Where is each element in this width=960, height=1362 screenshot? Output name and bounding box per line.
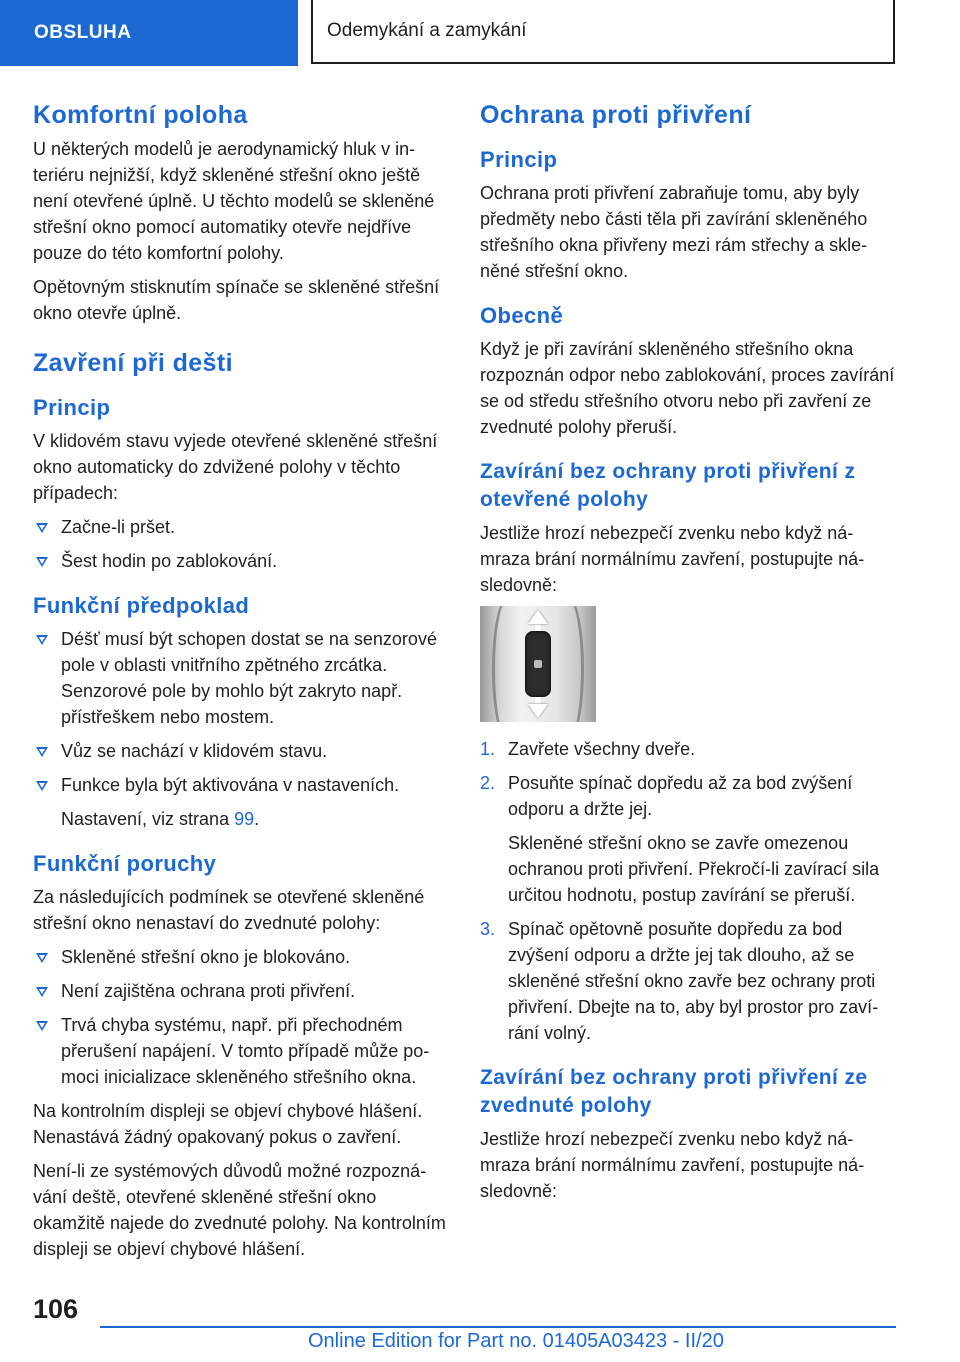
bullet-list [33,944,447,1090]
list-item: Začne-li pršet. [33,514,447,540]
heading-zavreni: Zavření při dešti [33,349,233,377]
chapter-title: Odemykání a zamykání [311,0,895,64]
step-item: 2. Posuňte spínač dopředu až za bod zvýšení odporu a držte jej. Skleněné střešní okno se zavře omezenou ochranou proti přivření. Překročí-li zavírací sila určitou hodnotu, postup zavírání se přeruší. [480,770,896,908]
bullet-list [33,514,447,574]
list-item: Trvá chyba systému, např. při přechodném přerušení napájení. V tomto případě může pomoci inicializace skleněného střešního okna. [33,1012,447,1090]
subheading-poruchy: Funkční poruchy [33,851,217,876]
step-item: 1. Zavřete všechny dveře. [480,739,696,759]
triangle-bullet-icon [36,557,48,567]
paragraph: V klidovém stavu vyjede otevřené skleněné střešní okno automaticky do zdvižené polohy v těchto případech: [33,431,438,503]
paragraph: Jestliže hrozí nebezpečí zvenku nebo když námraza brání normálnímu zavření, postupujte následovně: [480,1129,865,1201]
paragraph: Opětovným stisknutím spínače se skleněné střešní okno otevře úplně. [33,277,440,323]
paragraph: Ochrana proti přivření zabraňuje tomu, aby byly předměty nebo části těla při zavírání skleněného střešního okna přivřeny mezi rám střechy a skleněné střešní okno. [480,183,868,281]
right-column [480,100,896,1212]
settings-note: Nastavení, viz strana 99. [61,809,260,829]
bullet-list [33,626,447,832]
subheading-princip: Princip [33,395,111,420]
page-link[interactable]: 99 [234,809,255,829]
triangle-bullet-icon [36,781,48,791]
step-note: Skleněné střešní okno se zavře omezenou ochranou proti přivření. Překročí-li zavírací sila určitou hodnotu, postup zavírání se přeruší. [508,833,880,905]
step-item: 3. Spínač opětovně posuňte dopředu za bod zvýšení odporu a držte jej tak dlouho, až se skleněné střešní okno zavře bez ochrany proti přivření. Dbejte na to, aby byl prostor pro zavírání volný. [480,919,879,1043]
arrow-down-icon [528,704,548,718]
paragraph: Na kontrolním displeji se objeví chybové hlášení. Nenastává žádný opakovaný pokus o zavření. [33,1101,423,1147]
page-header [0,0,960,66]
left-column [33,100,447,1270]
subheading-obecne: Obecně [480,303,564,328]
triangle-bullet-icon [36,953,48,963]
triangle-bullet-icon [36,747,48,757]
heading-ochrana: Ochrana proti přivření [480,101,752,129]
paragraph: Jestliže hrozí nebezpečí zvenku nebo když námraza brání normálnímu zavření, postupujte následovně: [480,523,865,595]
subheading-bez-ochrany-otevrena: Zavírání bez ochrany proti přivření z otevřené polohy [480,460,856,511]
list-item: Déšť musí být schopen dostat se na senzorové pole v oblasti vnitřního zpětného zrcátka. Senzorové pole by mohlo být zakryto např. přístřeškem nebo mostem. [33,626,447,730]
triangle-bullet-icon [36,987,48,997]
subheading-predpoklad: Funkční předpoklad [33,593,250,618]
roof-switch-illustration [480,606,596,722]
footer-divider [100,1326,896,1328]
list-item: Vůz se nachází v klidovém stavu. [33,738,447,764]
numbered-steps [480,736,896,1046]
heading-komfortni: Komfortní poloha [33,101,248,129]
paragraph: U některých modelů je aerodynamický hluk v interiéru nejnižší, když skleněné střešní okno ještě není otevřené úplně. U těchto modelů se skleněné střešní okno pomocí automatiky otevře nejdříve pouze do této komfortní polohy. [33,139,435,263]
paragraph: Není-li ze systémových důvodů možné rozpoznávání deště, otevřené skleněné střešní okno okamžitě najede do zvednuté polohy. Na kontrolním displeji se objeví chybové hlášení. [33,1161,446,1259]
triangle-bullet-icon [36,1021,48,1031]
arrow-up-icon [528,610,548,624]
list-item: Šest hodin po zablokování. [33,548,447,574]
list-item: Není zajištěna ochrana proti přivření. [33,978,447,1004]
subheading-bez-ochrany-zvednuta: Zavírání bez ochrany proti přivření ze zvednuté polohy [480,1066,868,1117]
section-tab: OBSLUHA [0,0,298,66]
paragraph: Když je při zavírání skleněného střešního okna rozpoznán odpor nebo zablokování, proces zavírání se od středu střešního otvoru nebo při zavření ze zvednuté polohy přeruší. [480,339,895,437]
page-number: 106 [33,1294,79,1324]
list-item: Skleněné střešní okno je blokováno. [33,944,447,970]
triangle-bullet-icon [36,523,48,533]
list-item: Funkce byla být aktivována v nastaveních. Nastavení, viz strana 99. [33,772,447,832]
paragraph: Za následujících podmínek se otevřené skleněné střešní okno nenastaví do zvednuté polohy: [33,887,425,933]
footer-edition: Online Edition for Part no. 01405A03423 - II/20 [308,1330,724,1352]
triangle-bullet-icon [36,635,48,645]
switch-icon [525,631,551,697]
subheading-princip: Princip [480,147,558,172]
